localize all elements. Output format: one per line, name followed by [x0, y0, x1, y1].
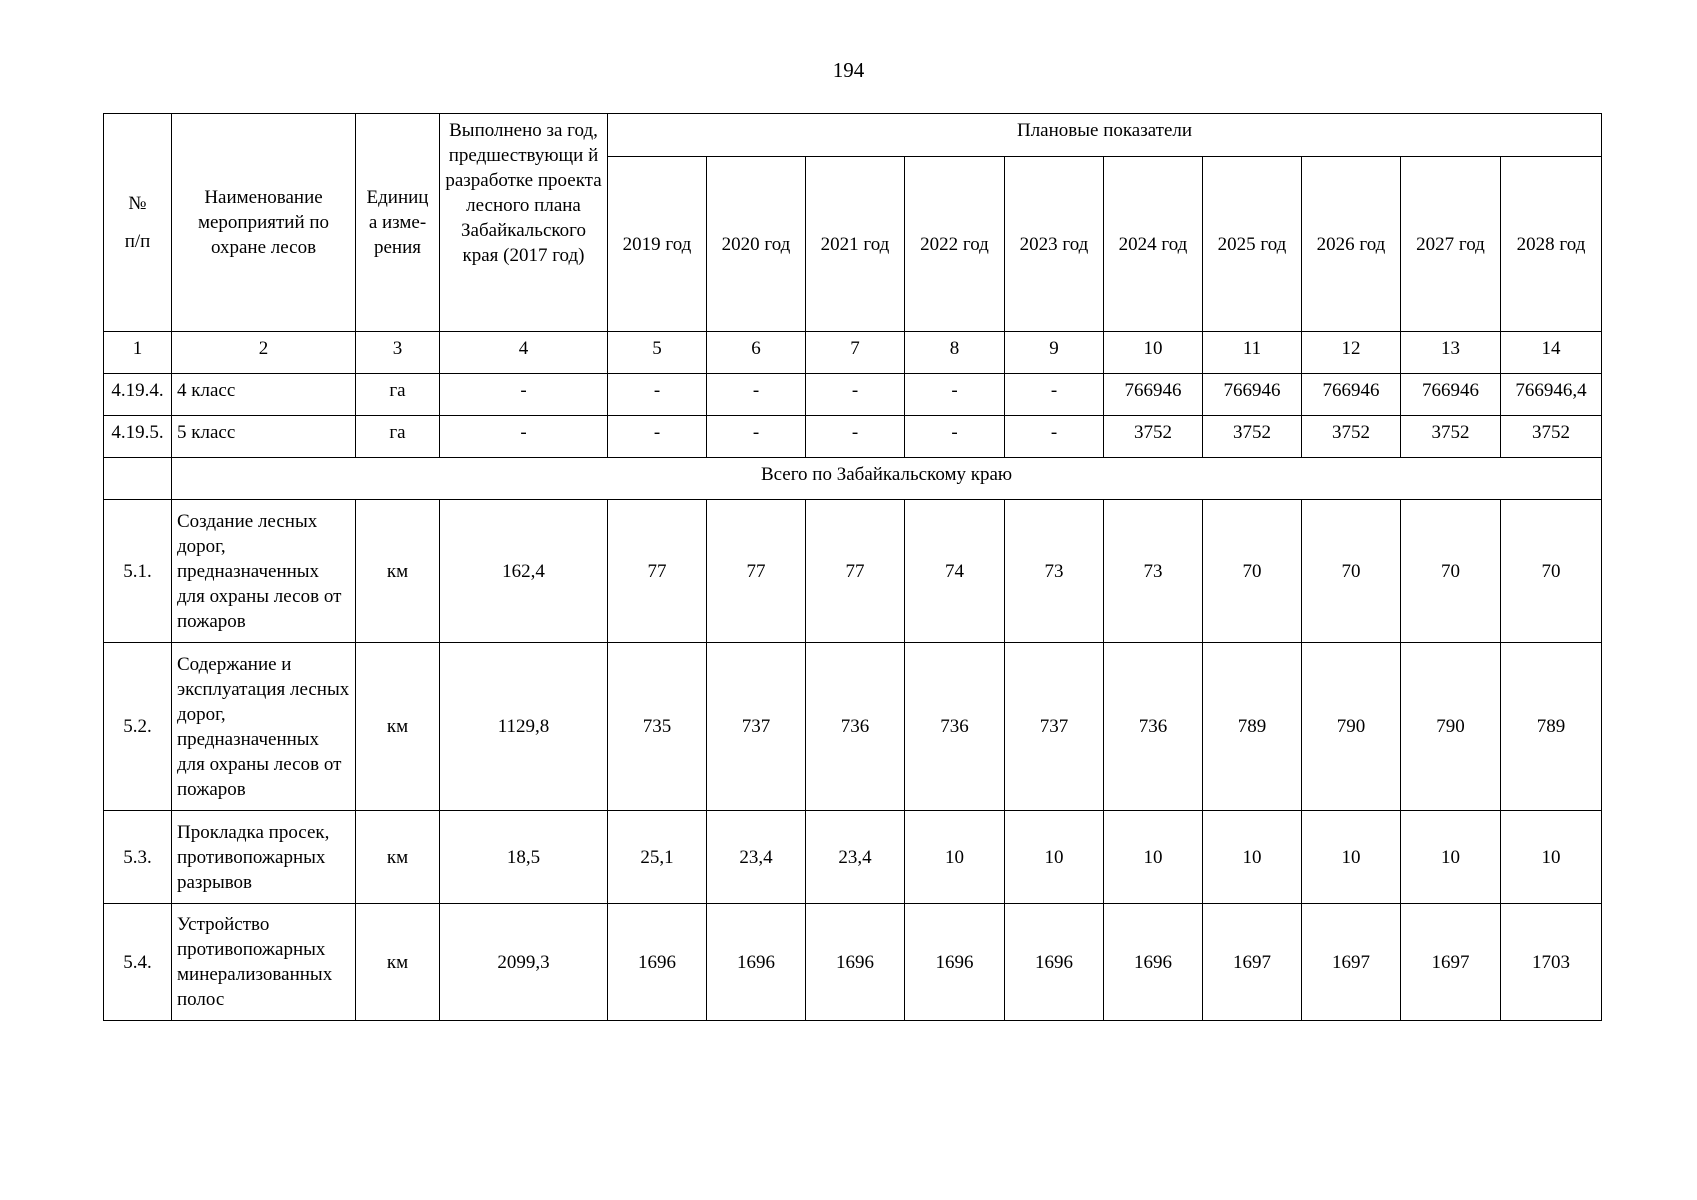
- row-plan-value: 70: [1203, 500, 1302, 643]
- row-plan-value: 790: [1302, 643, 1401, 811]
- header-row-1: [104, 114, 1602, 157]
- column-number: 9: [1005, 332, 1104, 374]
- table-row: [104, 500, 1602, 643]
- row-unit: км: [356, 643, 440, 811]
- header-year: 2026 год: [1302, 157, 1401, 332]
- row-plan-value: 736: [905, 643, 1005, 811]
- row-plan-value: 10: [1501, 811, 1602, 904]
- row-plan-value: 1697: [1203, 904, 1302, 1021]
- row-number: 4.19.5.: [104, 416, 172, 458]
- row-name: 4 класс: [172, 374, 356, 416]
- row-plan-value: -: [905, 416, 1005, 458]
- row-plan-value: 77: [608, 500, 707, 643]
- column-number: 7: [806, 332, 905, 374]
- row-plan-value: 70: [1501, 500, 1602, 643]
- column-number: 10: [1104, 332, 1203, 374]
- header-year: 2020 год: [707, 157, 806, 332]
- header-year: 2025 год: [1203, 157, 1302, 332]
- header-name: Наименование мероприятий по охране лесов: [172, 114, 356, 332]
- row-done-value: 1129,8: [440, 643, 608, 811]
- column-number: 6: [707, 332, 806, 374]
- page-number: 194: [832, 58, 865, 82]
- section-title: Всего по Забайкальскому краю: [172, 458, 1602, 500]
- header-year: 2022 год: [905, 157, 1005, 332]
- row-done-value: -: [440, 374, 608, 416]
- row-plan-value: 1696: [1104, 904, 1203, 1021]
- column-number: 12: [1302, 332, 1401, 374]
- row-plan-value: 1696: [806, 904, 905, 1021]
- row-plan-value: -: [1005, 416, 1104, 458]
- row-plan-value: 1696: [707, 904, 806, 1021]
- row-plan-value: 3752: [1401, 416, 1501, 458]
- row-plan-value: 77: [707, 500, 806, 643]
- row-plan-value: 1696: [608, 904, 707, 1021]
- row-plan-value: 1703: [1501, 904, 1602, 1021]
- row-plan-value: 10: [1302, 811, 1401, 904]
- table-row: [104, 643, 1602, 811]
- row-plan-value: 10: [1203, 811, 1302, 904]
- row-plan-value: 1697: [1401, 904, 1501, 1021]
- header-year: 2024 год: [1104, 157, 1203, 332]
- row-plan-value: -: [905, 374, 1005, 416]
- row-plan-value: 766946,4: [1501, 374, 1602, 416]
- row-done-value: -: [440, 416, 608, 458]
- row-plan-value: 735: [608, 643, 707, 811]
- row-plan-value: 766946: [1302, 374, 1401, 416]
- row-plan-value: 1696: [905, 904, 1005, 1021]
- row-plan-value: 23,4: [806, 811, 905, 904]
- row-plan-value: 10: [1005, 811, 1104, 904]
- row-unit: км: [356, 500, 440, 643]
- row-plan-value: 766946: [1203, 374, 1302, 416]
- row-name: Содержание и эксплуатация лесных дорог, предназначенных для охраны лесов от пожаров: [172, 643, 356, 811]
- row-plan-value: 23,4: [707, 811, 806, 904]
- row-plan-value: 766946: [1401, 374, 1501, 416]
- row-number: 5.4.: [104, 904, 172, 1021]
- row-name: Прокладка просек, противопожарных разрывов: [172, 811, 356, 904]
- column-number: 14: [1501, 332, 1602, 374]
- row-plan-value: 3752: [1104, 416, 1203, 458]
- row-plan-value: 3752: [1501, 416, 1602, 458]
- row-plan-value: 10: [1401, 811, 1501, 904]
- row-plan-value: -: [806, 374, 905, 416]
- row-number: 4.19.4.: [104, 374, 172, 416]
- row-number: 5.1.: [104, 500, 172, 643]
- row-unit: км: [356, 904, 440, 1021]
- row-plan-value: -: [707, 416, 806, 458]
- row-plan-value: 737: [1005, 643, 1104, 811]
- table-row: [104, 416, 1602, 458]
- column-number: 1: [104, 332, 172, 374]
- table-row: [104, 904, 1602, 1021]
- row-plan-value: 73: [1104, 500, 1203, 643]
- column-number: 3: [356, 332, 440, 374]
- row-plan-value: 766946: [1104, 374, 1203, 416]
- header-plan: Плановые показатели: [608, 114, 1602, 157]
- header-year: 2021 год: [806, 157, 905, 332]
- header-year: 2028 год: [1501, 157, 1602, 332]
- row-unit: га: [356, 374, 440, 416]
- row-plan-value: 790: [1401, 643, 1501, 811]
- table-row: [104, 811, 1602, 904]
- row-plan-value: -: [608, 374, 707, 416]
- row-plan-value: 25,1: [608, 811, 707, 904]
- row-plan-value: -: [806, 416, 905, 458]
- row-done-value: 2099,3: [440, 904, 608, 1021]
- row-plan-value: -: [707, 374, 806, 416]
- row-plan-value: -: [608, 416, 707, 458]
- column-number: 2: [172, 332, 356, 374]
- row-name: Создание лесных дорог, предназначенных для охраны лесов от пожаров: [172, 500, 356, 643]
- row-plan-value: 73: [1005, 500, 1104, 643]
- row-plan-value: 77: [806, 500, 905, 643]
- header-done: Выполнено за год, предшествующи й разработке проекта лесного плана Забайкальского края (2017 год): [440, 114, 608, 332]
- row-plan-value: 736: [806, 643, 905, 811]
- column-number: 5: [608, 332, 707, 374]
- row-plan-value: 3752: [1203, 416, 1302, 458]
- row-done-value: 162,4: [440, 500, 608, 643]
- header-num: № п/п: [104, 114, 172, 332]
- row-plan-value: 789: [1203, 643, 1302, 811]
- row-name: Устройство противопожарных минерализованных полос: [172, 904, 356, 1021]
- row-plan-value: 1696: [1005, 904, 1104, 1021]
- row-plan-value: 70: [1302, 500, 1401, 643]
- row-plan-value: 1697: [1302, 904, 1401, 1021]
- section-header-row: [104, 458, 1602, 500]
- row-plan-value: 736: [1104, 643, 1203, 811]
- section-empty-cell: [104, 458, 172, 500]
- column-number: 13: [1401, 332, 1501, 374]
- row-plan-value: 3752: [1302, 416, 1401, 458]
- row-plan-value: 70: [1401, 500, 1501, 643]
- row-plan-value: 10: [1104, 811, 1203, 904]
- column-number: 11: [1203, 332, 1302, 374]
- row-unit: га: [356, 416, 440, 458]
- row-plan-value: 10: [905, 811, 1005, 904]
- row-number: 5.3.: [104, 811, 172, 904]
- row-unit: км: [356, 811, 440, 904]
- header-year: 2019 год: [608, 157, 707, 332]
- row-plan-value: 737: [707, 643, 806, 811]
- row-plan-value: 74: [905, 500, 1005, 643]
- header-year: 2027 год: [1401, 157, 1501, 332]
- row-done-value: 18,5: [440, 811, 608, 904]
- row-number: 5.2.: [104, 643, 172, 811]
- row-plan-value: 789: [1501, 643, 1602, 811]
- column-number: 8: [905, 332, 1005, 374]
- column-number-row: [104, 332, 1602, 374]
- column-number: 4: [440, 332, 608, 374]
- forest-protection-table: [103, 113, 1602, 1021]
- row-name: 5 класс: [172, 416, 356, 458]
- table-row: [104, 374, 1602, 416]
- header-unit: Единиц а изме-рения: [356, 114, 440, 332]
- header-year: 2023 год: [1005, 157, 1104, 332]
- row-plan-value: -: [1005, 374, 1104, 416]
